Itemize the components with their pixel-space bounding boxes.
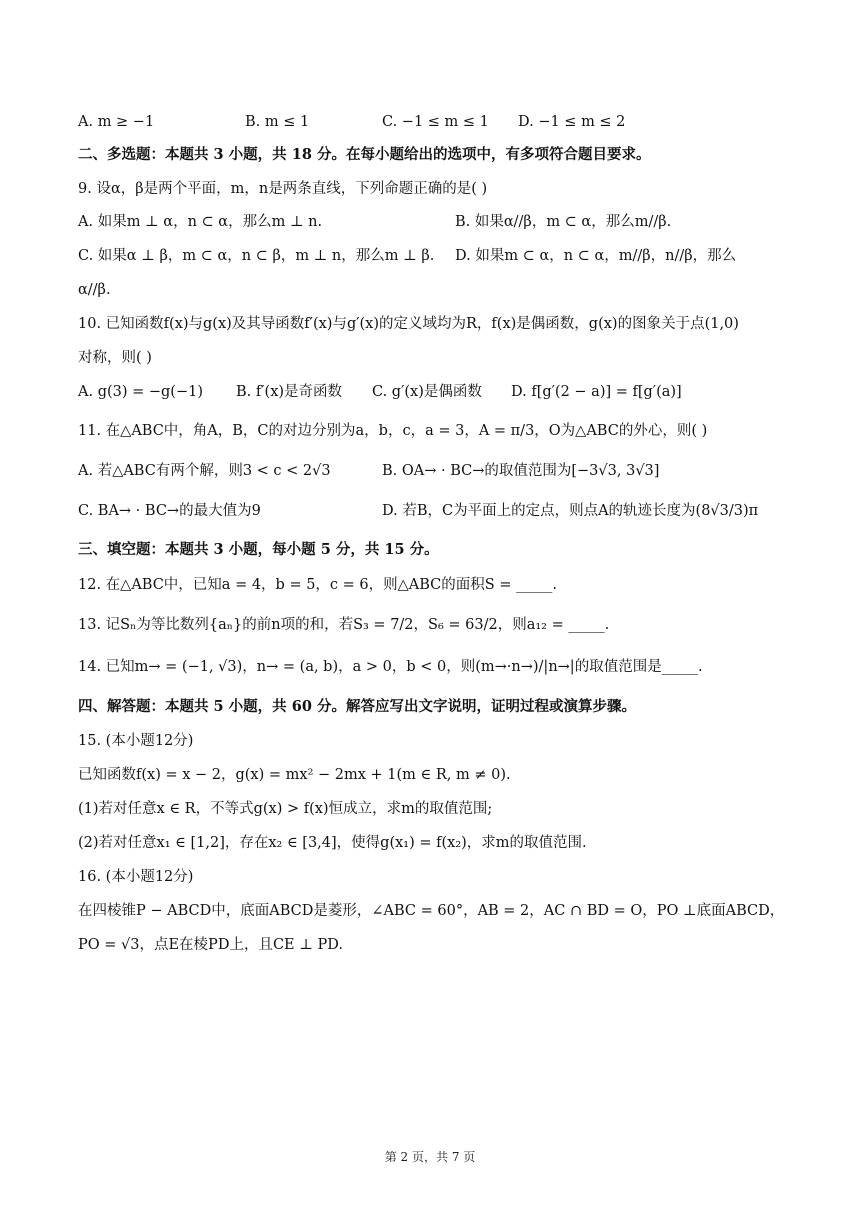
q10-option-a: A. g(3) = −g(−1) [78,384,203,400]
q11-option-c: C. BA→ · BC→的最大值为9 [78,503,261,519]
q9-option-d: D. 如果m ⊂ α，n ⊂ α，m//β，n//β，那么 [455,248,737,264]
q10-stem-line1: 10. 已知函数f(x)与g(x)及其导函数f′(x)与g′(x)的定义域均为R，f(x)是偶函数，g(x)的图象关于点(1,0) [78,316,739,332]
section-3-heading: 三、填空题：本题共 3 小题，每小题 5 分，共 15 分。 [78,541,439,558]
q9-option-a: A. 如果m ⊥ α，n ⊂ α，那么m ⊥ n. [78,214,323,230]
q10-option-c: C. g′(x)是偶函数 [372,384,482,400]
q12-stem: 12. 在△ABC中，已知a = 4，b = 5，c = 6，则△ABC的面积S = _____. [78,577,557,593]
q13-stem: 13. 记Sₙ为等比数列{aₙ}的前n项的和，若S₃ = 7/2，S₆ = 63/2，则a₁₂ = _____. [78,617,610,633]
q9-option-d-continued: α//β. [78,282,111,298]
q9-option-c: C. 如果α ⊥ β，m ⊂ α，n ⊂ β，m ⊥ n，那么m ⊥ β. [78,248,435,264]
q8-option-a: A. m ≥ −1 [78,114,155,130]
section-4-heading: 四、解答题：本题共 5 小题，共 60 分。解答应写出文字说明，证明过程或演算步骤。 [78,698,636,715]
q15-part-1: (1)若对任意x ∈ R，不等式g(x) > f(x)恒成立，求m的取值范围; [78,801,493,817]
q16-stem-line1: 在四棱锥P − ABCD中，底面ABCD是菱形，∠ABC = 60°，AB = 2，AC ∩ BD = O，PO ⊥底面ABCD， [78,903,785,919]
q14-stem: 14. 已知m→ = (−1, √3)，n→ = (a, b)，a > 0，b < 0，则(m→·n→)/|n→|的取值范围是_____. [78,659,703,675]
q16-heading: 16. (本小题12分) [78,869,194,885]
q11-option-a: A. 若△ABC有两个解，则3 < c < 2√3 [78,463,331,479]
q11-option-d: D. 若B，C为平面上的定点，则点A的轨迹长度为(8√3/3)π [382,503,759,519]
q16-stem-line2: PO = √3，点E在棱PD上，且CE ⊥ PD. [78,937,343,953]
section-2-heading: 二、多选题：本题共 3 小题，共 18 分。在每小题给出的选项中，有多项符合题目要求。 [78,146,651,163]
page-number-footer: 第 2 页，共 7 页 [384,1150,476,1164]
q10-option-b: B. f′(x)是奇函数 [236,384,343,400]
q11-option-b: B. OA→ · BC→的取值范围为[−3√3, 3√3] [382,463,660,479]
q9-option-b: B. 如果α//β，m ⊂ α，那么m//β. [455,214,672,230]
q15-heading: 15. (本小题12分) [78,733,194,749]
q10-option-d: D. f[g′(2 − a)] = f[g′(a)] [511,384,682,400]
q10-stem-line2: 对称，则( ) [78,350,152,366]
q15-stem: 已知函数f(x) = x − 2，g(x) = mx² − 2mx + 1(m ∈ R, m ≠ 0). [78,767,511,783]
q8-option-c: C. −1 ≤ m ≤ 1 [382,114,489,130]
q15-part-2: (2)若对任意x₁ ∈ [1,2]，存在x₂ ∈ [3,4]，使得g(x₁) = f(x₂)，求m的取值范围. [78,835,587,851]
q11-stem: 11. 在△ABC中，角A，B，C的对边分别为a，b，c，a = 3，A = π/3，O为△ABC的外心，则( ) [78,423,708,439]
q8-option-d: D. −1 ≤ m ≤ 2 [518,114,626,130]
q8-option-b: B. m ≤ 1 [245,114,310,130]
q9-stem: 9. 设α，β是两个平面，m，n是两条直线，下列命题正确的是( ) [78,181,488,197]
